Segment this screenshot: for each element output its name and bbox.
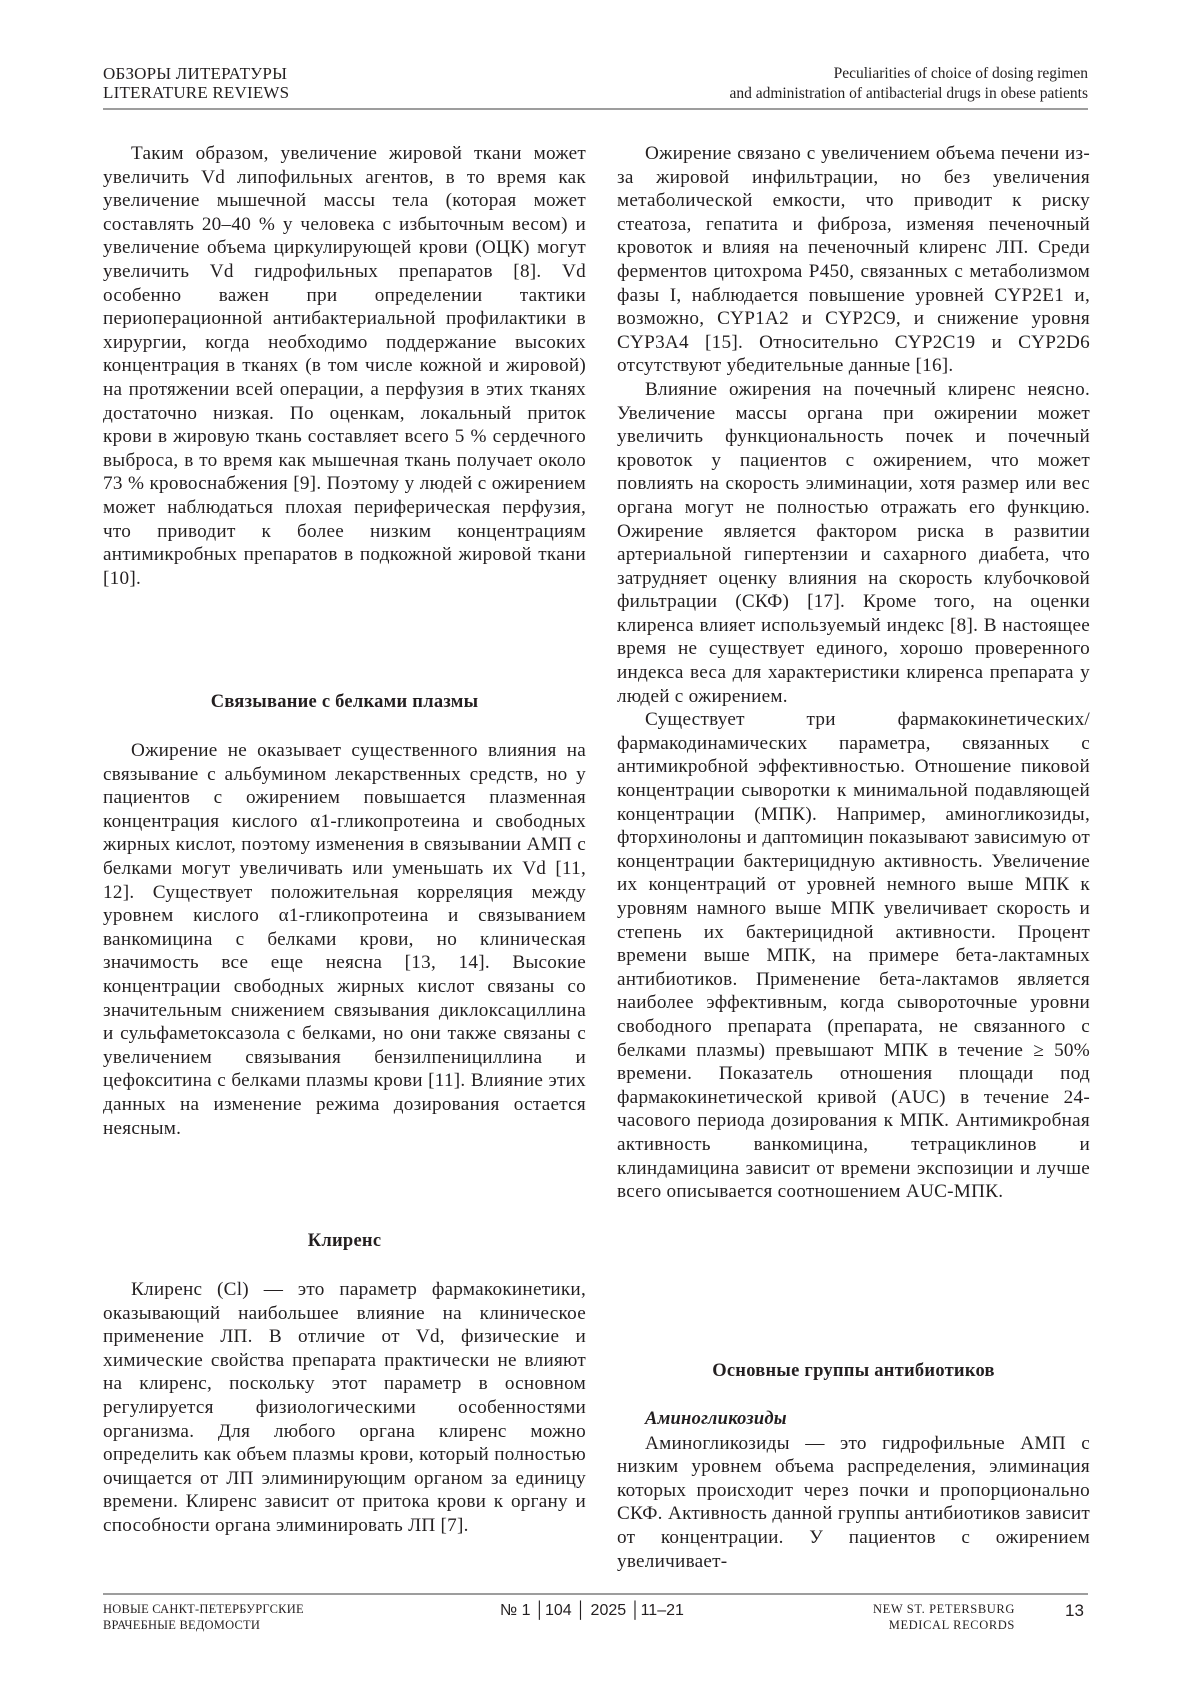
paragraph: Ожирение не оказывает существенного влияния на связывание с альбумином лекарственных средств, но у пациентов с ожирением повышается плазменная концентрация кислого α1-гликопротеина и свободных жирных кислот, поэтому изменения в связывании АМП с белками могут увеличивать или уменьшать их Vd [11, 12]. Существует положительная корреляция между уровнем кислого α1-гликопротеина и связыванием ванкомицина с белками крови, но клиническая значимость все еще неясна [13, 14]. Высокие концентрации свободных жирных кислот связаны со значительным снижением связывания диклоксациллина и сульфаметоксазола с белками, но они также связаны с увеличением связывания бензилпенициллина и цефокситина с белками плазмы крови [11]. Влияние этих данных на изменение режима дозирования остается неясным. (103, 740, 586, 1139)
article-title-line1: Peculiarities of choice of dosing regimen (833, 65, 1088, 82)
left-column-middle (103, 739, 586, 1140)
journal-name-en-line1: NEW ST. PETERSBURG (873, 1602, 1015, 1616)
section-title-ru: ОБЗОРЫ ЛИТЕРАТУРЫ (103, 64, 288, 83)
page-number: 13 (1065, 1601, 1084, 1620)
journal-name-en-line2: MEDICAL RECORDS (888, 1618, 1015, 1632)
journal-name-en (830, 1601, 1015, 1633)
section-title-en: LITERATURE REVIEWS (103, 83, 290, 102)
journal-name-ru-line1: НОВЫЕ САНКТ-ПЕТЕРБУРГСКИЕ (103, 1602, 304, 1616)
section-heading: Клиренс (307, 1231, 382, 1251)
paragraph: Ожирение связано с увеличением объема печени из-за жировой инфильтрации, но без увеличения метаболической емкости, что приводит к риску стеатоза, гепатита и фиброза, изменяя печеночный кровоток и влияя на печеночный клиренс ЛП. Среди ферментов цитохрома P450, связанных с метаболизмом фазы I, наблюдается повышение уровней CYP2E1 и, возможно, CYP1A2 и CYP2C9, и снижение уровня CYP3A4 [15]. Относительно CYP2C19 и CYP2D6 отсутствуют убедительные данные [16]. (617, 143, 1090, 377)
footer-divider (103, 1593, 1088, 1595)
journal-name-ru-line2: ВРАЧЕБНЫЕ ВЕДОМОСТИ (103, 1618, 261, 1632)
paragraph: Существует три фармакокинетических/фармакодинамических параметра, связанных с антимикробной эффективностью. Отношение пиковой концентрации сыворотки к минимальной подавляющей концентрации (МПК). Например, аминогликозиды, фторхинолоны и даптомицин показывают зависимую от концентрации бактерицидную активность. Увеличение их концентраций от уровней немного выше МПК к уровням намного выше МПК увеличивает скорость и степень их бактерицидной активности. Процент времени выше МПК, на примере бета-лактамных антибиотиков. Применение бета-лактамов является наиболее эффективным, когда сывороточные уровни свободного препарата (препарата, не связанного с белками плазмы) превышают МПК в течение ≥ 50% времени. Показатель отношения площади под фармакокинетической кривой (AUC) в течение 24-часового периода дозирования к МПК. Антимикробная активность ванкомицина, тетрациклинов и клиндамицина зависит от времени экспозиции и лучше всего описывается соотношением AUC-МПК. (617, 709, 1090, 1203)
right-column-bottom (617, 1408, 1090, 1573)
paragraph: Таким образом, увеличение жировой ткани может увеличить Vd липофильных агентов, в то время как увеличение мышечной массы тела (которая может составлять 20–40 % у человека с избыточным весом) и увеличение объема циркулирующей крови (ОЦК) могут увеличить Vd гидрофильных препаратов [8]. Vd особенно важен при определении тактики периоперационной антибактериальной профилактики в хирургии, когда необходимо поддержание высоких концентрация в тканях (в том числе кожной и жировой) на протяжении всей операции, а перфузия в этих тканях достаточно низкая. По оценкам, локальный приток крови в жировую ткань составляет всего 5 % сердечного выброса, в то время как мышечная ткань получает около 73 % кровоснабжения [9]. Поэтому у людей с ожирением может наблюдаться плохая периферическая перфузия, что приводит к более низким концентрациям антимикробных препаратов в подкожной жировой ткани [10]. (103, 143, 586, 589)
right-column-top (617, 142, 1090, 1204)
paragraph: Аминогликозиды — это гидрофильные АМП с низким уровнем объема распределения, элиминация которых происходит через почки и пропорционально СКФ. Активность данной группы антибиотиков зависит от концентрации. У пациентов с ожирением увеличивает- (617, 1432, 1090, 1572)
journal-name-ru (103, 1601, 304, 1633)
issue-info: № 1 │104 │ 2025 │11–21 (500, 1602, 684, 1619)
paragraph: Влияние ожирения на почечный клиренс неясно. Увеличение массы органа при ожирении может увеличить функциональность почек и почечный кровоток у пациентов с ожирением, что может повлиять на скорость элиминации, хотя размер или вес органа могут не полностью отражать его функцию. Ожирение является фактором риска в развитии артериальной гипертензии и сахарного диабета, что затрудняет оценку влияния на скорость клубочковой фильтрации (СКФ) [17]. Кроме того, на оценки клиренса влияет используемый индекс [8]. В настоящее время не существует единого, хорошо проверенного индекса веса для характеристики клиренса препарата у людей с ожирением. (617, 378, 1090, 707)
running-header-section (103, 64, 289, 102)
paragraph: Клиренс (Cl) — это параметр фармакокинетики, оказывающий наибольшее влияние на клиническое применение ЛП. В отличие от Vd, физические и химические свойства препарата практически не влияют на клиренс, поскольку этот параметр в основном регулируется физиологическими особенностями организма. Для любого органа клиренс можно определить как объем плазмы крови, который полностью очищается от ЛП элиминирующим органом за единицу времени. Клиренс зависит от притока крови к органу и способности органа элиминировать ЛП [7]. (103, 1279, 586, 1536)
running-header-title (729, 64, 1088, 104)
header-divider (103, 108, 1088, 110)
section-heading: Связывание с белками плазмы (210, 692, 479, 712)
article-title-line2: and administration of antibacterial drugs in obese patients (729, 85, 1088, 102)
subsection-heading: Аминогликозиды (645, 1409, 787, 1429)
section-heading: Основные группы антибиотиков (712, 1361, 995, 1381)
left-column-top (103, 142, 586, 590)
left-column-bottom (103, 1278, 586, 1538)
